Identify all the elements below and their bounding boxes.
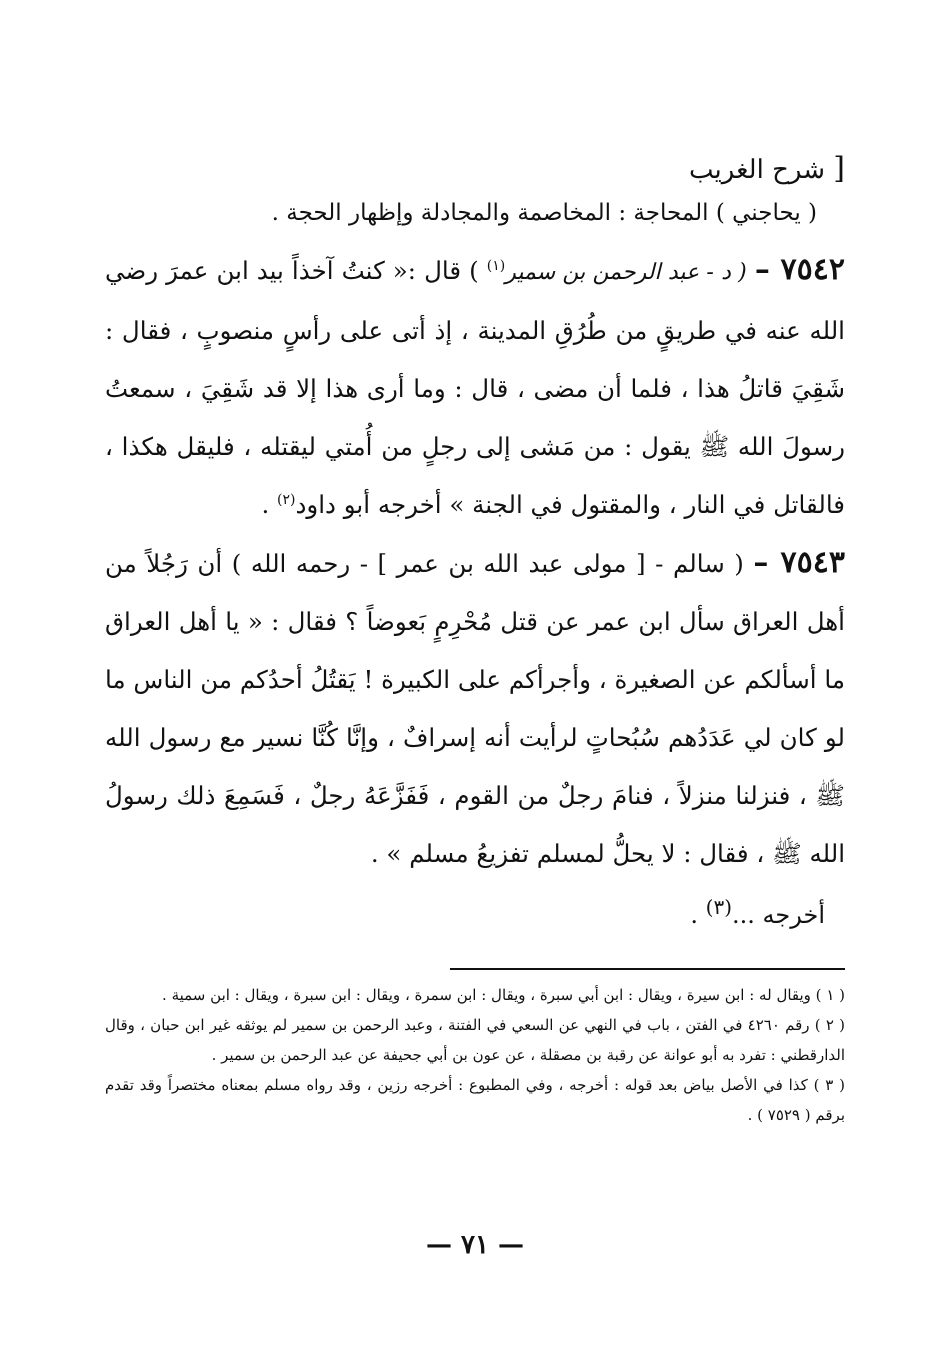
source-end: . bbox=[690, 901, 706, 929]
heading-text: شرح الغريب bbox=[689, 155, 826, 185]
footnote-divider bbox=[450, 968, 845, 970]
footnotes bbox=[105, 980, 845, 1130]
hadith-number: ٧٥٤٣ – bbox=[753, 545, 845, 580]
footnote-1: ( ١ ) ويقال له : ابن سيرة ، ويقال : ابن أبي سبرة ، ويقال : ابن سمرة ، ويقال : ابن سبرة ، ويقال : ابن سمية . bbox=[162, 986, 845, 1004]
heading-bracket: [ bbox=[833, 151, 845, 186]
gloss-heading bbox=[105, 150, 845, 189]
footnote-ref-1: (١) bbox=[486, 257, 506, 274]
source-text: أخرجه ... bbox=[732, 901, 825, 929]
footnote-ref-2: (٢) bbox=[277, 491, 296, 508]
hadith-7542 bbox=[105, 241, 845, 534]
hadith-number: ٧٥٤٢ – bbox=[754, 252, 845, 287]
footnote-2: ( ٢ ) رقم ٤٢٦٠ في الفتن ، باب في النهي عن السعي في الفتنة ، وعبد الرحمن بن سمير لم يوثقه غير ابن حبان ، وقال الدارقطني : تفرد به أبو عوانة عن رقبة بن مصقلة ، عن عون بن أبي جحيفة عن عبد الرحمن بن سمير . bbox=[105, 1016, 846, 1064]
footnote-ref-3: (٣) bbox=[705, 895, 733, 919]
hadith-end: . bbox=[261, 490, 278, 519]
footnote-3: ( ٣ ) كذا في الأصل بياض بعد قوله : أخرجه ، وفي المطبوع : أخرجه رزين ، وقد رواه مسلم بمعناه مختصراً وقد تقدم برقم ( ٧٥٢٩ ) . bbox=[105, 1076, 845, 1124]
hadith-7543 bbox=[105, 534, 845, 883]
page-number: — ٧١ — bbox=[425, 1230, 525, 1260]
gloss-definition: ( يحاجني ) المحاجة : المخاصمة والمجادلة وإظهار الحجة . bbox=[271, 200, 817, 226]
hadith-text: ) قال :« كنتُ آخذاً بيد ابن عمرَ رضي الله عنه في طريقٍ من طُرُقِ المدينة ، إذ أتى على رأسٍ منصوبٍ ، فقال : شَقِيَ قاتلُ هذا ، فلما أن مضى ، قال : وما أرى هذا إلا قد شَقِيَ ، سمعتُ رسولَ الله ﷺ يقول : من مَشى إلى رجلٍ من أُمتي ليقتله ، فليقل هكذا ، فالقاتل في النار ، والمقتول في الجنة » أخرجه أبو داود bbox=[105, 256, 845, 519]
hadith-narrator: ( د - عبد الرحمن بن سمير bbox=[505, 260, 747, 285]
book-page bbox=[105, 150, 845, 1290]
hadith-7543-source bbox=[105, 883, 845, 939]
hadith-text: ( سالم - [ مولى عبد الله بن عمر ] - رحمه الله ) أن رَجُلاً من أهل العراق سأل ابن عمر عن قتل مُحْرِمٍ بَعوضاً ؟ فقال : « يا أهل العراق ما أسألكم عن الصغيرة ، وأجرأكم على الكبيرة ! يَقتُلُ أحدُكم من الناس ما لو كان لي عَدَدُهم سُبُحاتٍ لرأيت أنه إسرافٌ ، وإنَّا كُنَّا نسير مع رسول الله ﷺ ، فنزلنا منزلاً ، فنامَ رجلٌ من القوم ، فَفَزَّعَهُ رجلٌ ، فَسَمِعَ ذلك رسولُ الله ﷺ ، فقال : لا يحلُّ لمسلم تفزيعُ مسلم » . bbox=[105, 549, 845, 868]
